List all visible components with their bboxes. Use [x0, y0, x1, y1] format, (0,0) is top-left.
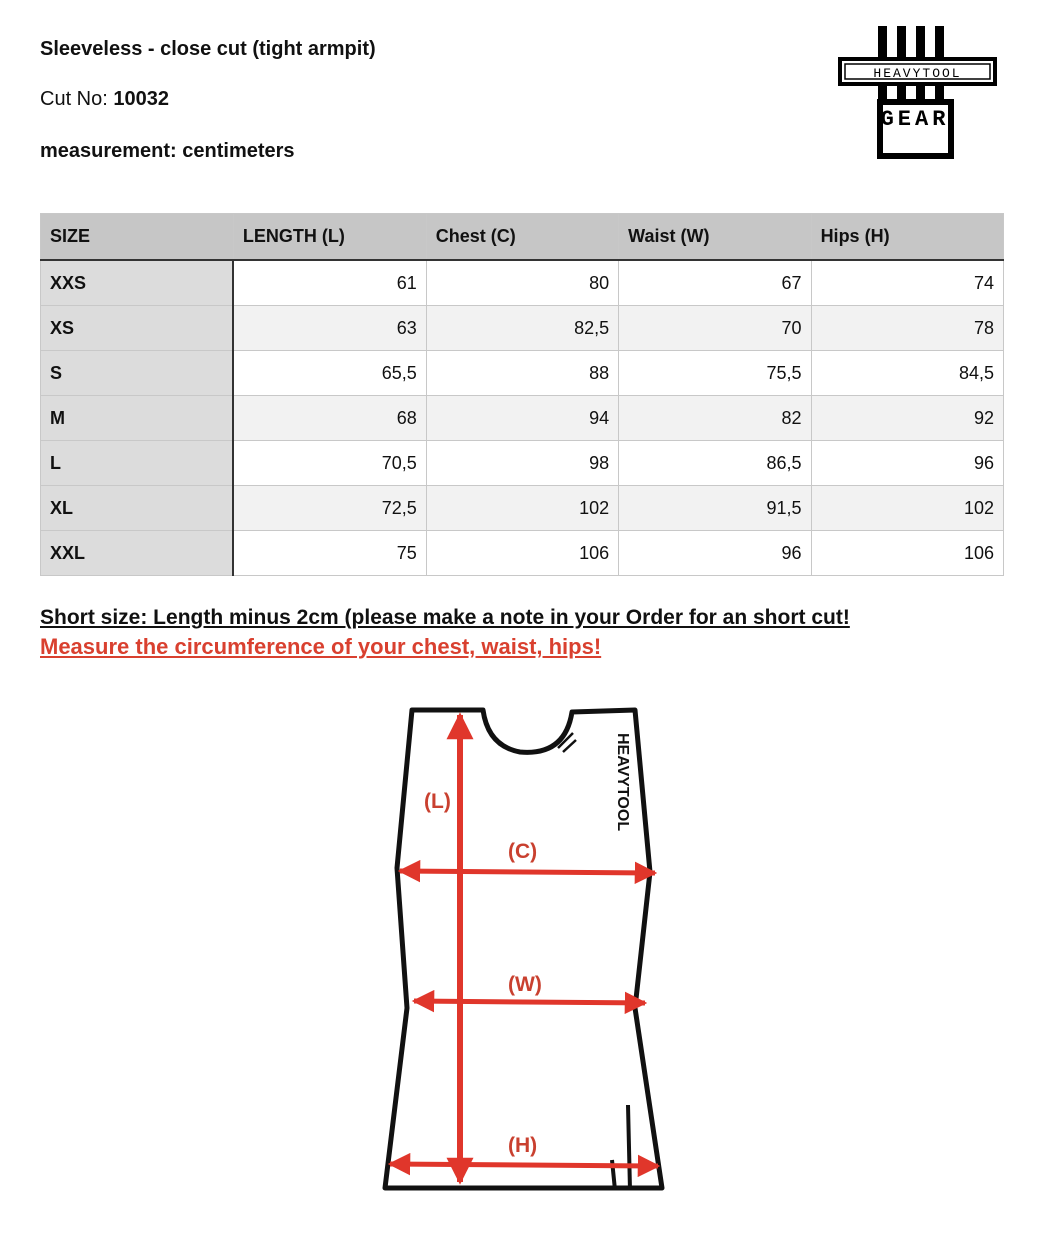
length-cell: 65,5: [233, 351, 426, 396]
size-cell: M: [41, 396, 234, 441]
hips-cell: 78: [811, 306, 1003, 351]
page-title: Sleeveless - close cut (tight armpit): [40, 38, 376, 60]
cut-label: Cut No:: [40, 88, 114, 110]
waist-arrow: [414, 1001, 645, 1003]
logo-bottom-text: GEAR: [880, 107, 950, 132]
chest-cell: 82,5: [426, 306, 618, 351]
chest-arrow: [400, 871, 655, 873]
label-chest: (C): [508, 840, 538, 863]
col-waist: Waist (W): [619, 214, 811, 261]
label-waist: (W): [508, 973, 542, 996]
waist-cell: 96: [619, 531, 811, 576]
length-cell: 61: [233, 260, 426, 306]
hips-cell: 106: [811, 531, 1003, 576]
size-cell: S: [41, 351, 234, 396]
size-cell: XL: [41, 486, 234, 531]
measurement-unit: measurement: centimeters: [40, 140, 295, 162]
label-length: (L): [424, 790, 451, 813]
hips-cell: 84,5: [811, 351, 1003, 396]
size-cell: XXL: [41, 531, 234, 576]
waist-cell: 91,5: [619, 486, 811, 531]
table-row: [41, 531, 1004, 576]
hips-cell: 74: [811, 260, 1003, 306]
col-size: SIZE: [41, 214, 234, 261]
length-cell: 75: [233, 531, 426, 576]
chest-cell: 102: [426, 486, 618, 531]
size-cell: XS: [41, 306, 234, 351]
length-cell: 68: [233, 396, 426, 441]
chest-cell: 106: [426, 531, 618, 576]
garment-diagram: [380, 700, 680, 1200]
chest-cell: 80: [426, 260, 618, 306]
size-cell: XXS: [41, 260, 234, 306]
table-row: [41, 351, 1004, 396]
hips-cell: 102: [811, 486, 1003, 531]
table-row: [41, 260, 1004, 306]
table-row: [41, 306, 1004, 351]
chest-cell: 94: [426, 396, 618, 441]
logo-top-text: HEAVYTOOL: [873, 66, 962, 81]
waist-cell: 75,5: [619, 351, 811, 396]
label-hips: (H): [508, 1134, 538, 1157]
table-row: [41, 441, 1004, 486]
hips-cell: 92: [811, 396, 1003, 441]
heavytool-gear-logo: [838, 24, 998, 160]
diagram-brand-text: HEAVYTOOL: [614, 733, 631, 832]
waist-cell: 67: [619, 260, 811, 306]
chest-cell: 88: [426, 351, 618, 396]
table-row: [41, 486, 1004, 531]
col-chest: Chest (C): [426, 214, 618, 261]
length-cell: 70,5: [233, 441, 426, 486]
col-hips: Hips (H): [811, 214, 1003, 261]
table-row: [41, 396, 1004, 441]
measure-instruction: Measure the circumference of your chest, waist, hips!: [40, 634, 602, 659]
short-size-note: Short size: Length minus 2cm (please make a note in your Order for an short cut!: [40, 606, 850, 629]
cut-number: 10032: [113, 88, 169, 110]
length-cell: 72,5: [233, 486, 426, 531]
hips-cell: 96: [811, 441, 1003, 486]
cut-number-line: [40, 88, 169, 111]
hips-arrow: [390, 1164, 658, 1166]
waist-cell: 70: [619, 306, 811, 351]
col-length: LENGTH (L): [233, 214, 426, 261]
chest-cell: 98: [426, 441, 618, 486]
length-cell: 63: [233, 306, 426, 351]
waist-cell: 86,5: [619, 441, 811, 486]
size-table: [40, 213, 1004, 576]
table-header-row: [41, 214, 1004, 261]
waist-cell: 82: [619, 396, 811, 441]
size-cell: L: [41, 441, 234, 486]
